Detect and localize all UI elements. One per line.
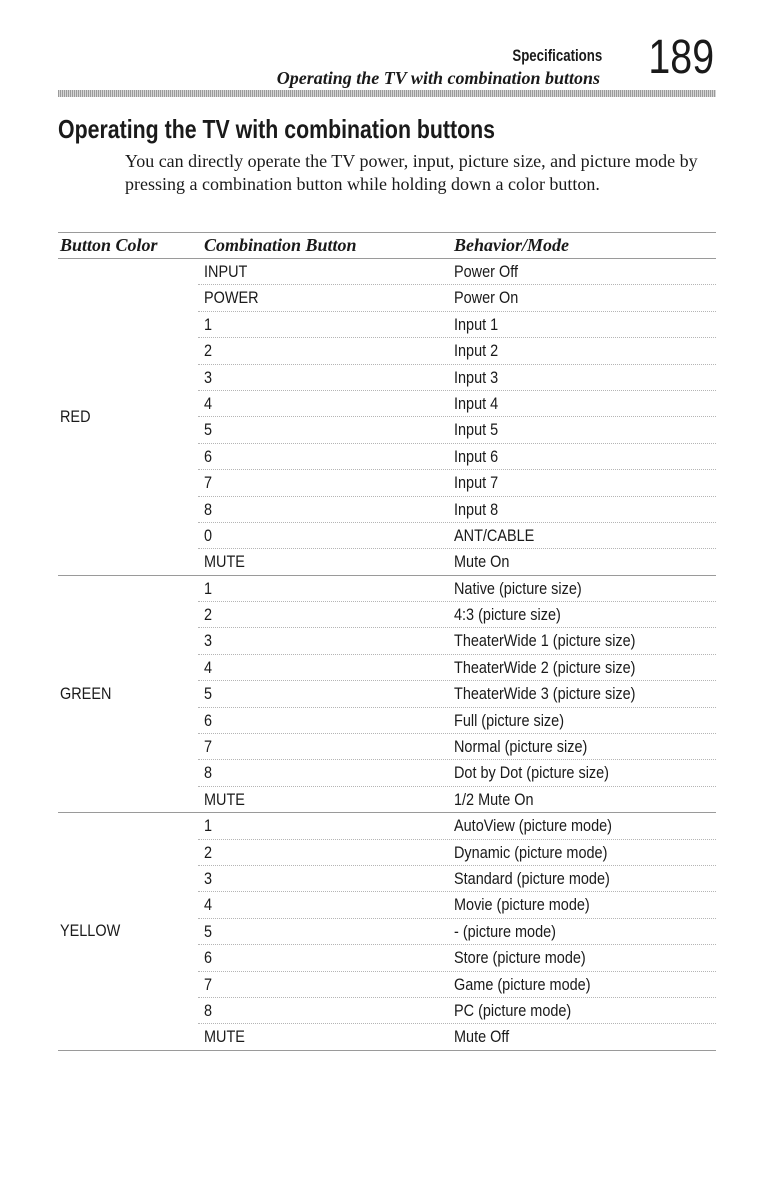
table-row [198, 285, 716, 311]
table-header [58, 232, 716, 259]
table-row [198, 972, 716, 998]
header-rule [58, 90, 716, 97]
button-color-label: GREEN [60, 683, 112, 703]
combination-button-cell: INPUT [204, 262, 248, 281]
combination-button-cell: POWER [204, 288, 259, 308]
behavior-mode-cell: Mute On [454, 552, 510, 572]
combination-button-cell: MUTE [204, 552, 245, 572]
intro-paragraph: You can directly operate the TV power, input, picture size, and picture mode by pressing a combination button while holding down a color button. [125, 151, 698, 194]
table-body [58, 259, 716, 1051]
behavior-mode-cell: Input 3 [454, 367, 499, 387]
table-row [198, 840, 716, 866]
combination-button-cell: 2 [204, 842, 213, 862]
table-row [198, 338, 716, 364]
behavior-mode-cell: AutoView (picture mode) [454, 816, 612, 836]
table-row [198, 734, 716, 760]
behavior-mode-cell: 1/2 Mute On [454, 789, 534, 809]
combination-button-cell: 7 [204, 974, 213, 994]
behavior-mode-cell: Input 8 [454, 499, 499, 519]
table-row [198, 602, 716, 628]
behavior-mode-cell: Standard (picture mode) [454, 868, 610, 888]
combination-button-cell: 6 [204, 710, 213, 730]
page-title: Operating the TV with combination buttons [58, 114, 496, 144]
combination-button-cell: 3 [204, 631, 213, 651]
table-row [198, 628, 716, 654]
table-row [198, 787, 716, 812]
combination-button-cell: 3 [204, 868, 213, 888]
behavior-mode-cell: ANT/CABLE [454, 525, 535, 545]
behavior-mode-cell: Input 6 [454, 446, 499, 466]
table-row [198, 1024, 716, 1049]
combination-button-cell: 4 [204, 895, 213, 915]
combination-button-cell: 4 [204, 657, 213, 677]
behavior-mode-cell: TheaterWide 3 (picture size) [454, 684, 636, 704]
button-color-label: YELLOW [60, 921, 121, 941]
table-row [198, 259, 716, 285]
combination-button-cell: 8 [204, 499, 213, 519]
behavior-mode-cell: Input 1 [454, 314, 499, 334]
table-row [198, 523, 716, 549]
table-row [198, 866, 716, 892]
combination-button-cell: MUTE [204, 1027, 245, 1047]
behavior-mode-cell: Mute Off [454, 1027, 510, 1047]
behavior-mode-cell: Input 4 [454, 393, 499, 413]
behavior-mode-cell: Dot by Dot (picture size) [454, 763, 609, 783]
behavior-mode-cell: 4:3 (picture size) [454, 605, 561, 625]
behavior-mode-cell: Movie (picture mode) [454, 895, 590, 915]
behavior-mode-cell: Input 5 [454, 420, 499, 440]
combination-button-cell: 2 [204, 341, 213, 361]
behavior-mode-cell: Game (picture mode) [454, 974, 591, 994]
table-row [198, 549, 716, 574]
table-row [198, 919, 716, 945]
table-row [198, 998, 716, 1024]
combination-button-cell: 7 [204, 737, 213, 757]
table-row [198, 391, 716, 417]
combination-button-cell: 2 [204, 605, 213, 625]
table-row [198, 760, 716, 786]
combination-button-cell: 1 [204, 578, 213, 598]
behavior-mode-cell: - (picture mode) [454, 921, 556, 941]
combination-button-cell: 7 [204, 473, 213, 493]
header-subtitle: Operating the TV with combination buttons [276, 68, 600, 88]
combination-button-cell: 5 [204, 420, 213, 440]
table-row [198, 497, 716, 523]
combination-button-cell: MUTE [204, 789, 245, 809]
behavior-mode-cell: Power On [454, 288, 519, 308]
combination-button-cell: 4 [204, 393, 213, 413]
page-number: 189 [648, 31, 714, 84]
table-row [198, 945, 716, 971]
column-header-button-color: Button Color [60, 235, 158, 255]
behavior-mode-cell: Dynamic (picture mode) [454, 842, 608, 862]
combination-button-cell: 6 [204, 446, 213, 466]
color-group-red [58, 259, 716, 576]
behavior-mode-cell: TheaterWide 1 (picture size) [454, 631, 636, 651]
table-row [198, 365, 716, 391]
combination-button-cell: 5 [204, 921, 213, 941]
behavior-mode-cell: Power Off [454, 262, 518, 281]
combination-button-cell: 3 [204, 367, 213, 387]
table-row [198, 813, 716, 839]
behavior-mode-cell: Normal (picture size) [454, 737, 588, 757]
behavior-mode-cell: Input 7 [454, 473, 499, 493]
combination-table [58, 232, 716, 1051]
table-row [198, 470, 716, 496]
combination-button-cell: 0 [204, 525, 213, 545]
table-row [198, 444, 716, 470]
behavior-mode-cell: Native (picture size) [454, 578, 582, 598]
behavior-mode-cell: Full (picture size) [454, 710, 565, 730]
table-row [198, 708, 716, 734]
combination-button-cell: 8 [204, 763, 213, 783]
behavior-mode-cell: TheaterWide 2 (picture size) [454, 657, 636, 677]
column-header-behavior-mode: Behavior/Mode [454, 235, 569, 255]
button-color-label: RED [60, 406, 91, 426]
color-group-green [58, 576, 716, 814]
table-row [198, 417, 716, 443]
combination-button-cell: 8 [204, 1000, 213, 1020]
color-group-yellow [58, 813, 716, 1051]
page-header [0, 0, 772, 100]
header-section: Specifications [512, 46, 602, 65]
combination-button-cell: 1 [204, 314, 213, 334]
behavior-mode-cell: Input 2 [454, 341, 499, 361]
table-row [198, 655, 716, 681]
behavior-mode-cell: PC (picture mode) [454, 1000, 572, 1020]
combination-button-cell: 6 [204, 948, 213, 968]
table-row [198, 892, 716, 918]
table-row [198, 681, 716, 707]
table-row [198, 312, 716, 338]
combination-button-cell: 5 [204, 684, 213, 704]
table-row [198, 576, 716, 602]
combination-button-cell: 1 [204, 816, 213, 836]
column-header-combination-button: Combination Button [204, 235, 357, 255]
behavior-mode-cell: Store (picture mode) [454, 948, 586, 968]
